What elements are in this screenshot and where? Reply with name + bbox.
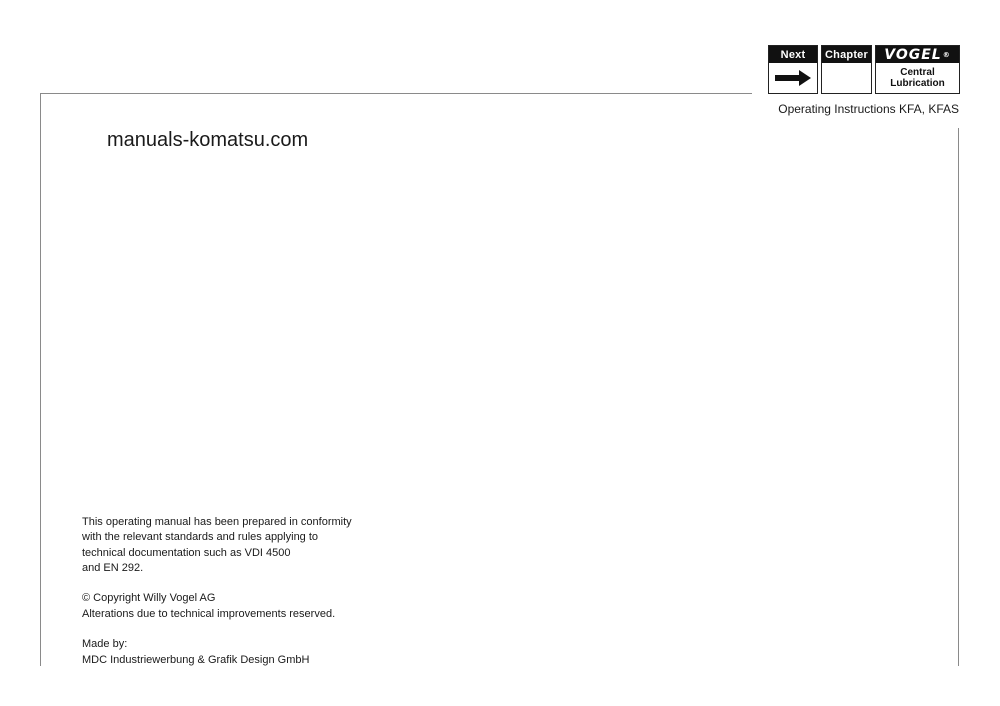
chapter-label: Chapter [822, 46, 871, 63]
next-button[interactable] [768, 45, 818, 94]
document-title: Operating Instructions KFA, KFAS [778, 102, 959, 116]
arrow-right-icon [773, 69, 813, 87]
registered-mark: ® [942, 50, 951, 59]
note-line: This operating manual has been prepared in conformity [82, 516, 352, 528]
chapter-button[interactable] [821, 45, 872, 94]
conformity-note [82, 515, 402, 576]
note-line: Alterations due to technical improvements reserved. [82, 607, 336, 620]
brand-subtitle-2: Lubrication [890, 78, 945, 89]
note-line: MDC Industriewerbung & Grafik Design GmbH [82, 653, 310, 666]
brand-subtitle-1: Central [900, 67, 935, 78]
made-by-note [82, 637, 402, 668]
note-line: technical documentation such as VDI 4500 [82, 546, 291, 559]
note-line: with the relevant standards and rules applying to [82, 531, 319, 544]
next-label: Next [769, 46, 817, 63]
site-watermark-text: manuals-komatsu.com [107, 129, 309, 151]
vogel-logo [875, 45, 960, 94]
page-frame-right-edge [958, 128, 959, 666]
note-line: and EN 292. [82, 561, 144, 574]
legal-notes [82, 515, 402, 668]
note-line: © Copyright Willy Vogel AG [82, 592, 216, 605]
navigation-header [768, 45, 960, 95]
note-line: Made by: [82, 638, 128, 651]
copyright-note [82, 591, 402, 622]
brand-name: VOGEL [884, 46, 942, 63]
